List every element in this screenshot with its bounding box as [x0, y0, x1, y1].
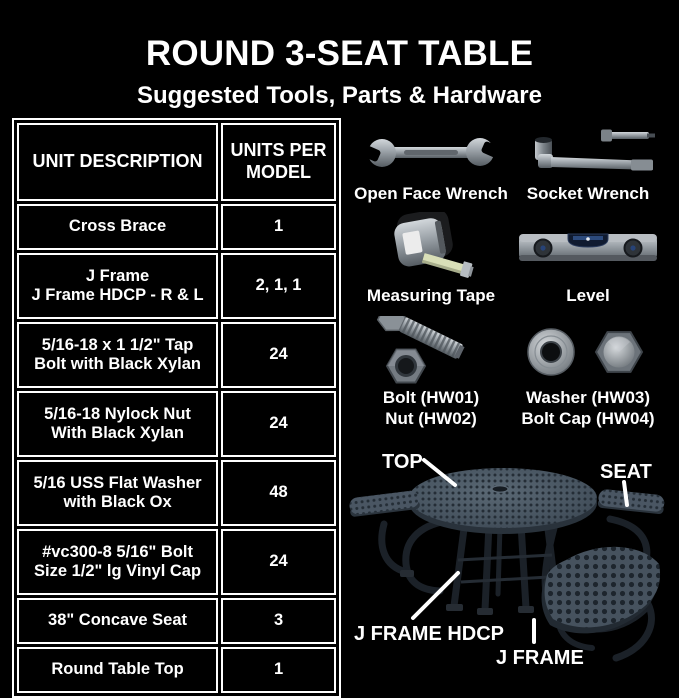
tool-level — [509, 212, 667, 306]
measuring-tape-icon — [356, 212, 506, 282]
unit-description-cell: J Frame J Frame HDCP - R & L — [17, 253, 218, 319]
diagram-label-j-frame-hdcp: J FRAME HDCP — [354, 623, 505, 645]
unit-description-cell: Round Table Top — [17, 647, 218, 693]
tool-label: Measuring Tape — [366, 286, 496, 305]
table-row — [17, 529, 336, 595]
table-row — [17, 322, 336, 388]
tool-label: Level — [566, 286, 610, 305]
seat-front-illustration — [542, 547, 660, 634]
bolt-nut-icon — [356, 316, 506, 386]
tabletop-illustration — [409, 468, 597, 534]
unit-description-cell: #vc300-8 5/16" Bolt Size 1/2" lg Vinyl Cap — [17, 529, 218, 595]
diagram-label-seat: SEAT — [600, 461, 652, 483]
tool-label: Open Face Wrench — [354, 184, 508, 203]
unit-description-cell: 5/16-18 x 1 1/2" Tap Bolt with Black Xylan — [17, 322, 218, 388]
open-face-wrench-icon — [356, 127, 506, 177]
level-icon — [513, 222, 663, 272]
tool-label: Bolt (HW01) Nut (HW02) — [382, 388, 480, 429]
diagram-label-j-frame: J FRAME — [496, 647, 584, 669]
washer-bolt-cap-icon — [513, 316, 663, 386]
page-title: ROUND 3-SEAT TABLE — [145, 34, 534, 73]
pointer-line-j-frame-hdcp — [413, 573, 458, 618]
tool-measuring-tape — [352, 212, 510, 306]
units-per-model-header: UNITS PER MODEL — [221, 123, 336, 201]
seat-left-illustration — [349, 490, 421, 517]
table-row — [17, 204, 336, 250]
tool-label: Socket Wrench — [526, 184, 650, 203]
units-cell: 2, 1, 1 — [221, 253, 336, 319]
table-row — [17, 598, 336, 644]
unit-description-cell: Cross Brace — [17, 204, 218, 250]
units-cell: 24 — [221, 391, 336, 457]
table-row — [17, 391, 336, 457]
tool-socket-wrench — [509, 124, 667, 204]
unit-description-cell: 38" Concave Seat — [17, 598, 218, 644]
units-cell: 24 — [221, 322, 336, 388]
socket-wrench-icon — [513, 126, 663, 178]
parts-table — [12, 118, 341, 698]
table-row — [17, 253, 336, 319]
tool-open-face-wrench — [352, 124, 510, 204]
tool-label: Washer (HW03) Bolt Cap (HW04) — [521, 388, 655, 429]
frame-cross-braces — [458, 555, 552, 582]
units-cell: 24 — [221, 529, 336, 595]
table-row — [17, 647, 336, 693]
table-header-row — [17, 123, 336, 201]
seat-right-illustration — [597, 489, 665, 515]
page-subtitle: Suggested Tools, Parts & Hardware — [137, 82, 542, 109]
unit-description-cell: 5/16-18 Nylock Nut With Black Xylan — [17, 391, 218, 457]
units-cell: 3 — [221, 598, 336, 644]
table-row — [17, 460, 336, 526]
umbrella-hole — [492, 486, 508, 492]
tool-bolt-nut — [352, 318, 510, 430]
units-cell: 48 — [221, 460, 336, 526]
assembly-diagram — [348, 436, 679, 679]
diagram-label-top: TOP — [382, 451, 423, 473]
unit-description-header: UNIT DESCRIPTION — [17, 123, 218, 201]
tool-washer-bolt-cap — [509, 318, 667, 430]
units-cell: 1 — [221, 647, 336, 693]
unit-description-cell: 5/16 USS Flat Washer with Black Ox — [17, 460, 218, 526]
units-cell: 1 — [221, 204, 336, 250]
